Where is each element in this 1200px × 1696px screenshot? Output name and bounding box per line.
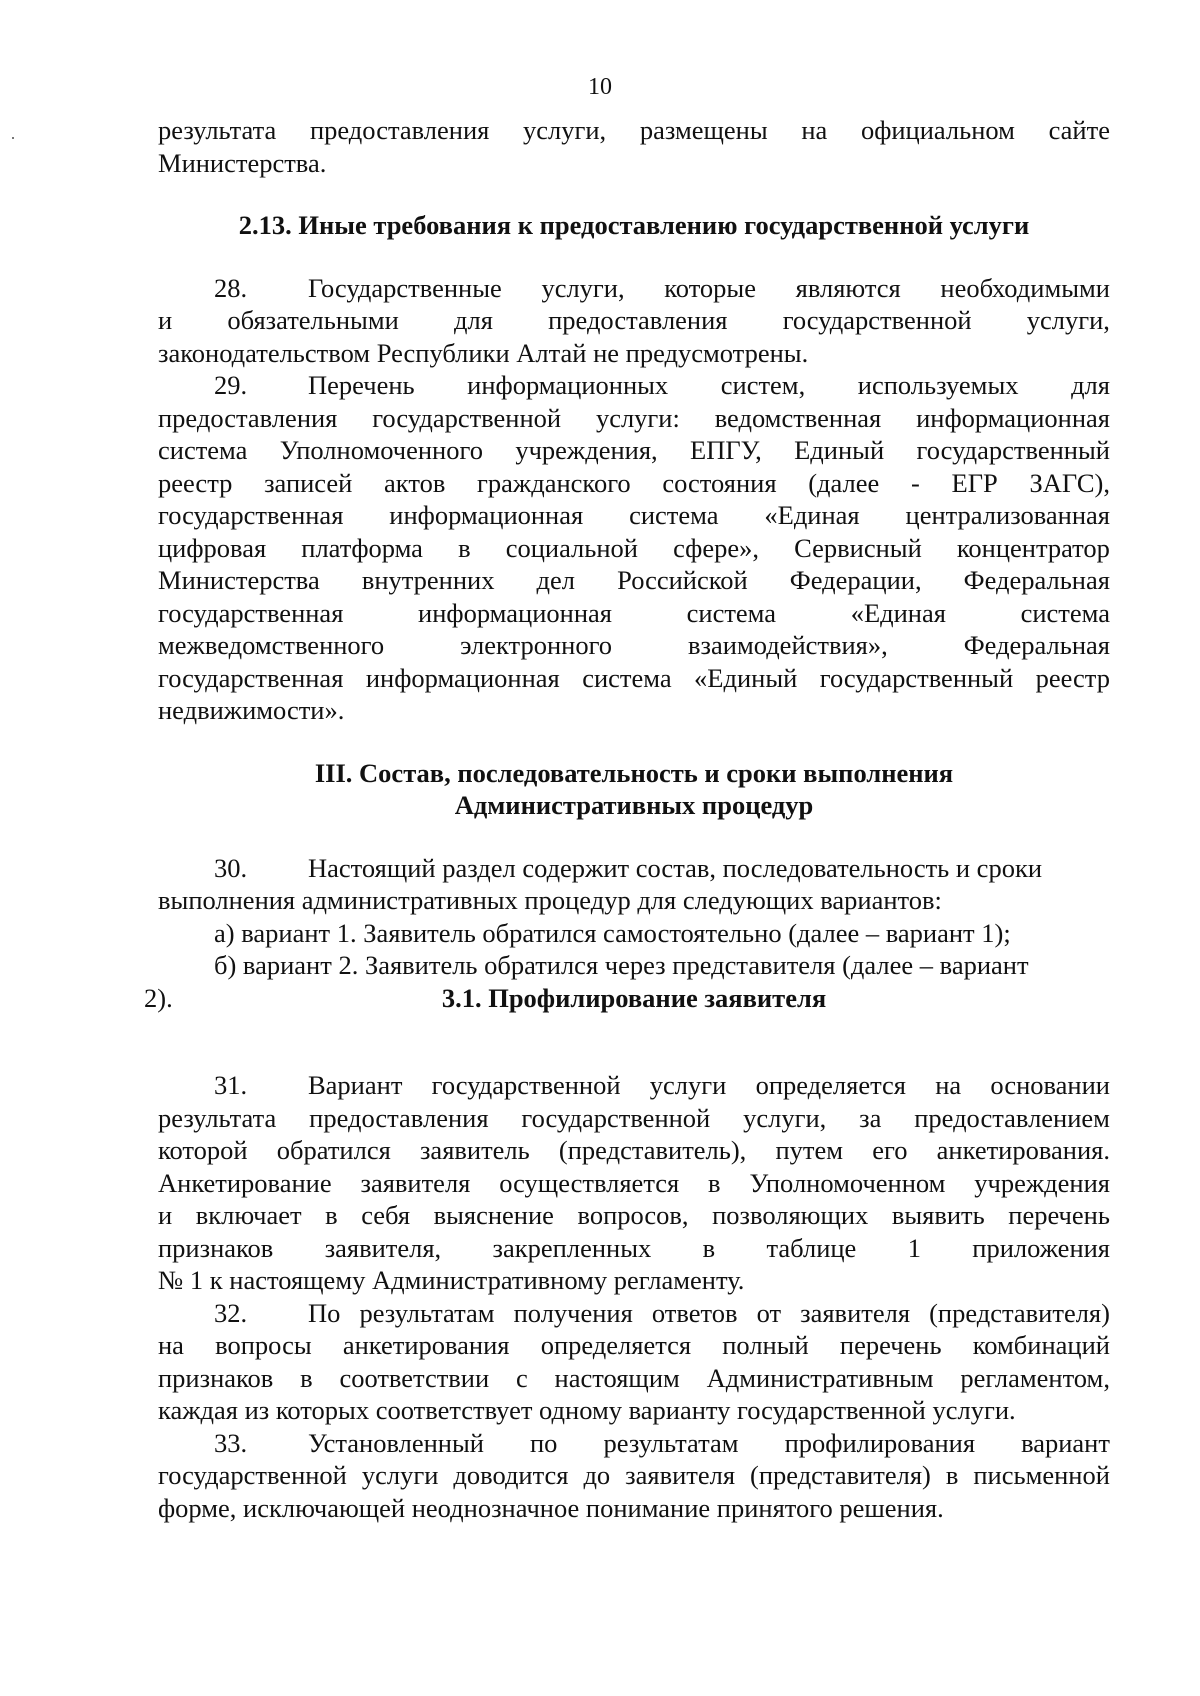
word: осуществляется	[499, 1167, 680, 1198]
word: заявителя,	[324, 1232, 442, 1263]
word: государственная	[158, 662, 344, 693]
text-line	[158, 1102, 1110, 1135]
word: предоставления	[158, 402, 338, 433]
word: государственный	[916, 435, 1110, 465]
word: (далее	[808, 467, 880, 498]
text-line: форме, исключающей неоднозначное понимание принятого решения.	[158, 1492, 944, 1523]
text-line	[158, 532, 1110, 565]
word: предоставления	[309, 1102, 489, 1133]
word: Установленный	[308, 1427, 484, 1458]
word: Перечень	[308, 370, 415, 400]
word: ведомственная	[714, 402, 882, 433]
word: межведомственного	[158, 630, 385, 660]
text-line: 2).	[144, 982, 173, 1013]
word: услуги,	[541, 272, 625, 303]
word: результатам	[359, 1297, 495, 1328]
word: состояния	[662, 467, 777, 498]
word: учреждения	[974, 1167, 1110, 1198]
word: государственная	[158, 500, 344, 530]
text-line	[308, 1427, 1110, 1460]
word: предоставления	[309, 115, 490, 145]
word: (представителя)	[929, 1297, 1110, 1328]
text-line	[158, 1329, 1110, 1362]
word: услуги:	[595, 402, 680, 433]
word: заявителя	[625, 1460, 736, 1490]
word: с	[515, 1362, 528, 1393]
scan-speck	[12, 137, 14, 139]
word: актов	[384, 467, 446, 498]
word: на	[158, 1330, 184, 1360]
text-line: каждая из которых соответствует одному варианту государственной услуги.	[158, 1395, 1016, 1425]
word: Административным	[706, 1362, 934, 1393]
word: в	[325, 1200, 338, 1230]
word: социальной	[505, 532, 638, 563]
text-line: № 1 к настоящему Административному регламенту.	[158, 1265, 745, 1295]
word: система	[686, 597, 777, 628]
word: Сервисный	[794, 532, 922, 563]
word: и	[158, 305, 173, 335]
text-line	[158, 1232, 1110, 1265]
word: Анкетирование	[158, 1167, 332, 1198]
word: в	[702, 1232, 716, 1263]
word: «Единый	[694, 662, 798, 693]
word: записей	[264, 467, 353, 498]
word: ответов	[651, 1297, 738, 1328]
word: вопросы	[215, 1330, 312, 1360]
word: вопросов,	[577, 1200, 689, 1230]
word: централизованная	[905, 500, 1110, 530]
word: доводится	[453, 1460, 569, 1490]
text-line	[158, 114, 1110, 147]
paragraph-33-first-line	[158, 1427, 1110, 1460]
word: приложения	[972, 1232, 1110, 1263]
word: для	[454, 305, 493, 335]
word: услуги,	[523, 115, 607, 145]
text-line	[158, 434, 1110, 467]
word: официальном	[860, 115, 1015, 145]
text-line: выполнения административных процедур для следующих вариантов:	[158, 885, 942, 915]
text-line	[158, 467, 1110, 500]
word: профилирования	[784, 1427, 976, 1458]
paragraph-28-first-line	[158, 272, 1110, 305]
word: услуги,	[1026, 305, 1110, 335]
word: «Единая	[850, 597, 946, 628]
word: Уполномоченного	[279, 435, 483, 465]
word: платформа	[301, 532, 423, 563]
text-line	[158, 629, 1110, 662]
text-line	[158, 662, 1110, 695]
word: его	[872, 1135, 908, 1165]
word: в	[708, 1167, 721, 1198]
word: система	[158, 435, 248, 465]
word: себя	[361, 1200, 411, 1230]
word: Вариант	[308, 1070, 403, 1100]
paragraph-number: 30.	[214, 852, 248, 883]
word: система	[1020, 597, 1110, 628]
word: услуги,	[743, 1102, 827, 1133]
word: выяснение	[433, 1200, 554, 1230]
word: информационная	[389, 500, 584, 530]
word: определяется	[540, 1330, 692, 1360]
word: заявителя	[800, 1297, 911, 1328]
word: Единый	[794, 435, 885, 465]
paragraph-29-first-line	[158, 369, 1110, 402]
word: По	[308, 1297, 341, 1328]
word: комбинаций	[972, 1330, 1110, 1360]
paragraph-number: 29.	[214, 370, 248, 400]
word: государственной	[782, 305, 972, 335]
paragraph-number: 28.	[214, 272, 248, 303]
word: -	[910, 467, 920, 498]
word: необходимыми	[940, 272, 1110, 303]
text-line	[158, 597, 1110, 630]
word: ЕПГУ,	[690, 435, 762, 465]
word: закрепленных	[492, 1232, 652, 1263]
word: заявитель	[419, 1135, 530, 1165]
word: которые	[664, 272, 756, 303]
word: от	[756, 1297, 782, 1328]
word: признаков	[158, 1232, 274, 1263]
word: система	[582, 662, 672, 693]
paragraph-32-first-line	[158, 1297, 1110, 1330]
word: обязательными	[227, 305, 399, 335]
section-heading-3-1: 3.1. Профилирование заявителя	[441, 982, 827, 1013]
word: в	[300, 1362, 313, 1393]
word: государственная	[158, 597, 344, 628]
text-line	[158, 1199, 1110, 1232]
word: признаков	[158, 1362, 274, 1393]
word: результата	[158, 115, 277, 145]
word: для	[1071, 370, 1110, 400]
text-line	[158, 1362, 1110, 1395]
text-line	[158, 1134, 1110, 1167]
text-line	[158, 304, 1110, 337]
word: по	[530, 1427, 558, 1458]
word: «Единая	[764, 500, 860, 530]
text-line	[158, 402, 1110, 435]
word: предоставления	[548, 305, 728, 335]
word: Федерации,	[789, 565, 922, 595]
word: предоставлением	[914, 1102, 1110, 1133]
word: Уполномоченном	[749, 1167, 946, 1198]
word: являются	[795, 272, 901, 303]
section-heading-2-13: 2.13. Иные требования к предоставлению государственной услуги	[238, 210, 1030, 240]
word: государственной	[158, 1460, 347, 1490]
word: система	[629, 500, 719, 530]
text-line: Настоящий раздел содержит состав, последовательность и сроки	[308, 852, 1043, 883]
word: учреждения,	[515, 435, 658, 465]
word: ЕГР	[951, 467, 998, 498]
word: соответствии	[339, 1362, 490, 1393]
word: в	[945, 1460, 959, 1490]
text-line	[308, 369, 1110, 402]
word: государственный	[819, 662, 1014, 693]
word: дел	[536, 565, 576, 595]
section-heading-III-line1: III. Состав, последовательность и сроки выполнения	[314, 757, 954, 788]
word: включает	[195, 1200, 302, 1230]
word: размещены	[639, 115, 768, 145]
word: путем	[775, 1135, 844, 1165]
word: концентратор	[956, 532, 1110, 563]
word: на	[935, 1070, 962, 1100]
text-line	[158, 1459, 1110, 1492]
word: результатам	[603, 1427, 739, 1458]
text-line: Министерства.	[158, 147, 327, 178]
word: (представителя)	[750, 1460, 931, 1490]
text-line: недвижимости».	[158, 695, 345, 725]
section-heading-III-line2: Административных процедур	[454, 790, 814, 820]
word: которой	[158, 1135, 248, 1165]
word: сфере»,	[673, 532, 759, 563]
word: Федеральная	[963, 565, 1110, 595]
word: регламентом,	[960, 1362, 1110, 1393]
word: услуги	[361, 1460, 439, 1490]
word: информационная	[365, 662, 560, 693]
text-line	[308, 1069, 1110, 1102]
list-item-b: б) вариант 2. Заявитель обратился через представителя (далее – вариант	[214, 950, 1029, 980]
document-body	[144, 114, 1110, 1524]
word: получения	[513, 1297, 633, 1328]
word: анкетирования.	[936, 1135, 1110, 1165]
word: анкетирования	[342, 1330, 510, 1360]
word: 1	[907, 1232, 921, 1263]
word: настоящим	[554, 1362, 680, 1393]
word: цифровая	[158, 532, 267, 563]
word: на	[801, 115, 828, 145]
word: реестр	[158, 467, 233, 498]
word: основании	[990, 1070, 1110, 1100]
word: за	[859, 1102, 882, 1133]
word: выявить	[891, 1200, 985, 1230]
paragraph-number: 32.	[214, 1297, 248, 1328]
word: позволяющих	[712, 1200, 869, 1230]
word: заявителя	[360, 1167, 471, 1198]
paragraph-number: 33.	[214, 1427, 248, 1458]
paragraph-30-first-line	[158, 852, 1110, 885]
word: вариант	[1021, 1427, 1110, 1458]
word: Государственные	[308, 272, 502, 303]
list-item-a: а) вариант 1. Заявитель обратился самостоятельно (далее – вариант 1);	[214, 917, 1011, 948]
word: определяется	[755, 1070, 906, 1100]
paragraph-31-first-line	[158, 1069, 1110, 1102]
word: систем,	[720, 370, 806, 400]
text-line	[158, 499, 1110, 532]
word: электронного	[460, 630, 613, 660]
text-line	[308, 1297, 1110, 1330]
word: обратился	[276, 1135, 391, 1165]
word: перечень	[1008, 1200, 1110, 1230]
word: и	[158, 1200, 173, 1230]
word: Российской	[617, 565, 748, 595]
word: в	[458, 532, 471, 563]
text-line: законодательством Республики Алтай не предусмотрены.	[158, 337, 809, 368]
word: услуги	[649, 1070, 727, 1100]
word: Министерства	[158, 565, 320, 595]
word: информационная	[418, 597, 612, 628]
word: внутренних	[361, 565, 495, 595]
word: взаимодействия»,	[688, 630, 888, 660]
word: до	[583, 1460, 611, 1490]
word: сайте	[1048, 115, 1110, 145]
word: государственной	[372, 402, 562, 433]
word: перечень	[839, 1330, 942, 1360]
word: результата	[158, 1102, 277, 1133]
word: государственной	[521, 1102, 711, 1133]
word: (представитель),	[558, 1135, 747, 1165]
text-line	[158, 1167, 1110, 1200]
word: государственной	[431, 1070, 621, 1100]
word: полный	[722, 1330, 809, 1360]
text-line	[308, 272, 1110, 305]
word: гражданского	[477, 467, 631, 498]
word: информационная	[916, 402, 1110, 433]
word: Федеральная	[963, 630, 1110, 660]
word: письменной	[973, 1460, 1110, 1490]
word: реестр	[1035, 662, 1110, 693]
text-line	[158, 564, 1110, 597]
word: ЗАГС),	[1029, 467, 1110, 498]
word: информационных	[467, 370, 669, 400]
paragraph-number: 31.	[214, 1070, 248, 1100]
word: таблице	[766, 1232, 857, 1263]
word: используемых	[857, 370, 1019, 400]
page-number: 10	[588, 74, 612, 100]
